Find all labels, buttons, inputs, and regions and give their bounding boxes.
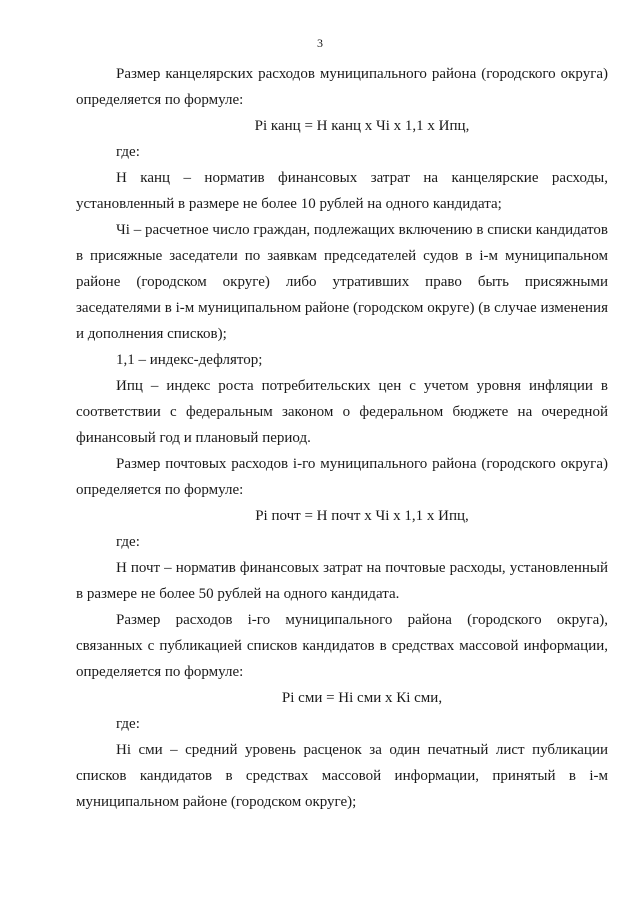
paragraph-cpi: Ипц – индекс роста потребительских цен с учетом уровня инфляции в соответствии с федеральным законом о федеральном бюджете на очередной финансовый год и плановый период. — [76, 378, 608, 446]
paragraph-media-expenses-intro: Размер расходов i-го муниципального района (городского округа), связанных с публикацией списков кандидатов в средствах массовой информации, определяется по формуле: — [76, 612, 608, 680]
where-label: где: — [116, 716, 140, 732]
paragraph-office-expenses-intro: Размер канцелярских расходов муниципального района (городского округа) определяется по формуле: — [76, 66, 608, 108]
paragraph-deflator: 1,1 – индекс-дефлятор; — [116, 352, 263, 368]
paragraph-media-rate: Нi сми – средний уровень расценок за один печатный лист публикации списков кандидатов в средствах массовой информации, принятый в i-м муниципальном районе (городском округе); — [76, 742, 608, 810]
where-label: где: — [116, 534, 140, 550]
formula-media-expenses: Pi сми = Нi сми х Кi сми, — [281, 690, 443, 706]
paragraph-office-norm: Н канц – норматив финансовых затрат на канцелярские расходы, установленный в размере не более 10 рублей на одного кандидата; — [76, 170, 608, 212]
where-label: где: — [116, 144, 140, 160]
paragraph-citizens-count: Чi – расчетное число граждан, подлежащих включению в списки кандидатов в присяжные заседатели по заявкам председателей судов в i-м муниципальном районе (городском округе) либо утративших право быть присяжными заседателями в i-м муниципальном районе (городском округе) (в случае изменения и дополнения списков); — [76, 222, 608, 342]
document-body — [76, 61, 608, 815]
page-number: 3 — [317, 36, 323, 50]
paragraph-postal-norm: Н почт – норматив финансовых затрат на почтовые расходы, установленный в размере не более 50 рублей на одного кандидата. — [76, 560, 608, 602]
paragraph-postal-expenses-intro: Размер почтовых расходов i-го муниципального района (городского округа) определяется по формуле: — [76, 456, 608, 498]
formula-postal-expenses: Pi почт = Н почт х Чi х 1,1 х Ипц, — [255, 508, 469, 524]
formula-office-expenses: Pi канц = Н канц х Чi х 1,1 х Ипц, — [254, 118, 470, 134]
